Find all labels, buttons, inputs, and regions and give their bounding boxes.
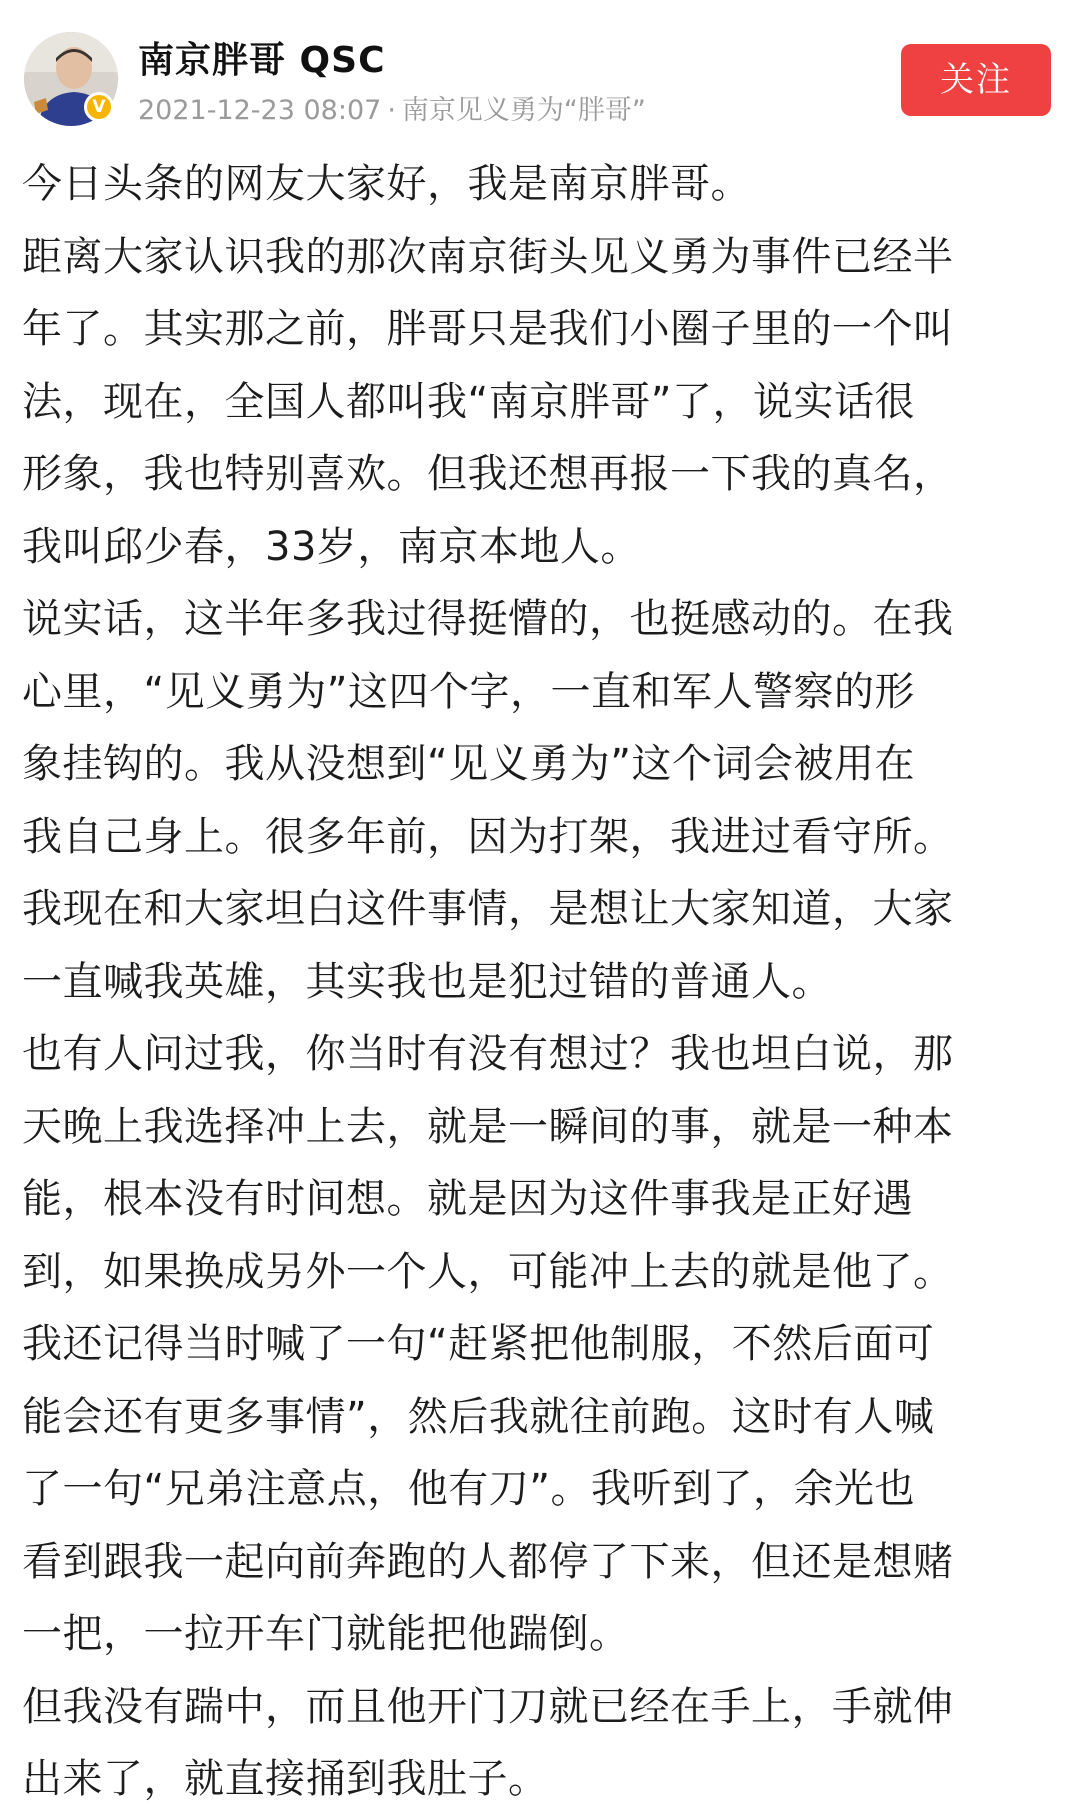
paragraph-line: 距离大家认识我的那次南京街头见义勇为事件已经半 xyxy=(22,233,954,280)
paragraph-line: 出来了，就直接捅到我肚子。 xyxy=(22,1756,549,1802)
paragraph-line: 了一句“兄弟注意点，他有刀”。我听到了，余光也 xyxy=(22,1466,915,1512)
paragraph-line: 看到跟我一起向前奔跑的人都停了下来，但还是想赌 xyxy=(22,1538,954,1585)
paragraph-line: 我叫邱少春，33岁，南京本地人。 xyxy=(22,523,641,570)
author-name[interactable]: 南京胖哥 QSC xyxy=(138,40,386,81)
article-paragraph xyxy=(22,1018,1062,1671)
meta-separator: · xyxy=(387,95,396,126)
verified-badge-icon: V xyxy=(84,92,114,122)
paragraph-line: 说实话，这半年多我过得挺懵的，也挺感动的。在我 xyxy=(22,596,954,642)
post-topic[interactable]: 南京见义勇为“胖哥” xyxy=(401,95,646,126)
article-paragraph xyxy=(22,221,1062,584)
follow-button[interactable]: 关注 xyxy=(901,44,1051,116)
paragraph-line: 心里，“见义勇为”这四个字，一直和军人警察的形 xyxy=(22,668,915,715)
paragraph-line: 天晚上我选择冲上去，就是一瞬间的事，就是一种本 xyxy=(22,1103,954,1150)
article-body xyxy=(22,148,1062,1816)
paragraph-line: 一直喊我英雄，其实我也是犯过错的普通人。 xyxy=(22,958,832,1005)
paragraph-line: 我现在和大家坦白这件事情，是想让大家知道，大家 xyxy=(22,886,954,932)
paragraph-line: 我还记得当时喊了一句“赶紧把他制服，不然后面可 xyxy=(22,1321,935,1367)
paragraph-line: 象挂钩的。我从没想到“见义勇为”这个词会被用在 xyxy=(22,741,915,787)
paragraph-line: 能会还有更多事情”，然后我就往前跑。这时有人喊 xyxy=(22,1393,935,1440)
article-paragraph xyxy=(22,148,1062,221)
paragraph-line: 到，如果换成另外一个人，可能冲上去的就是他了。 xyxy=(22,1248,954,1295)
paragraph-line: 形象，我也特别喜欢。但我还想再报一下我的真名， xyxy=(22,451,954,497)
post-header xyxy=(0,0,1080,135)
paragraph-line: 但我没有踹中，而且他开门刀就已经在手上，手就伸 xyxy=(22,1683,954,1730)
post-meta xyxy=(138,88,646,127)
paragraph-line: 能，根本没有时间想。就是因为这件事我是正好遇 xyxy=(22,1176,913,1222)
paragraph-line: 法，现在，全国人都叫我“南京胖哥”了，说实话很 xyxy=(22,378,915,425)
article-paragraph xyxy=(22,1671,1062,1816)
article-paragraph xyxy=(22,583,1062,1018)
paragraph-line: 我自己身上。很多年前，因为打架，我进过看守所。 xyxy=(22,813,954,860)
post-timestamp: 2021-12-23 08:07 xyxy=(138,95,382,126)
paragraph-line: 也有人问过我，你当时有没有想过？我也坦白说，那 xyxy=(22,1031,954,1077)
paragraph-line: 一把，一拉开车门就能把他踹倒。 xyxy=(22,1611,630,1657)
paragraph-line: 年了。其实那之前，胖哥只是我们小圈子里的一个叫 xyxy=(22,306,954,352)
paragraph-line: 今日头条的网友大家好，我是南京胖哥。 xyxy=(22,161,751,207)
